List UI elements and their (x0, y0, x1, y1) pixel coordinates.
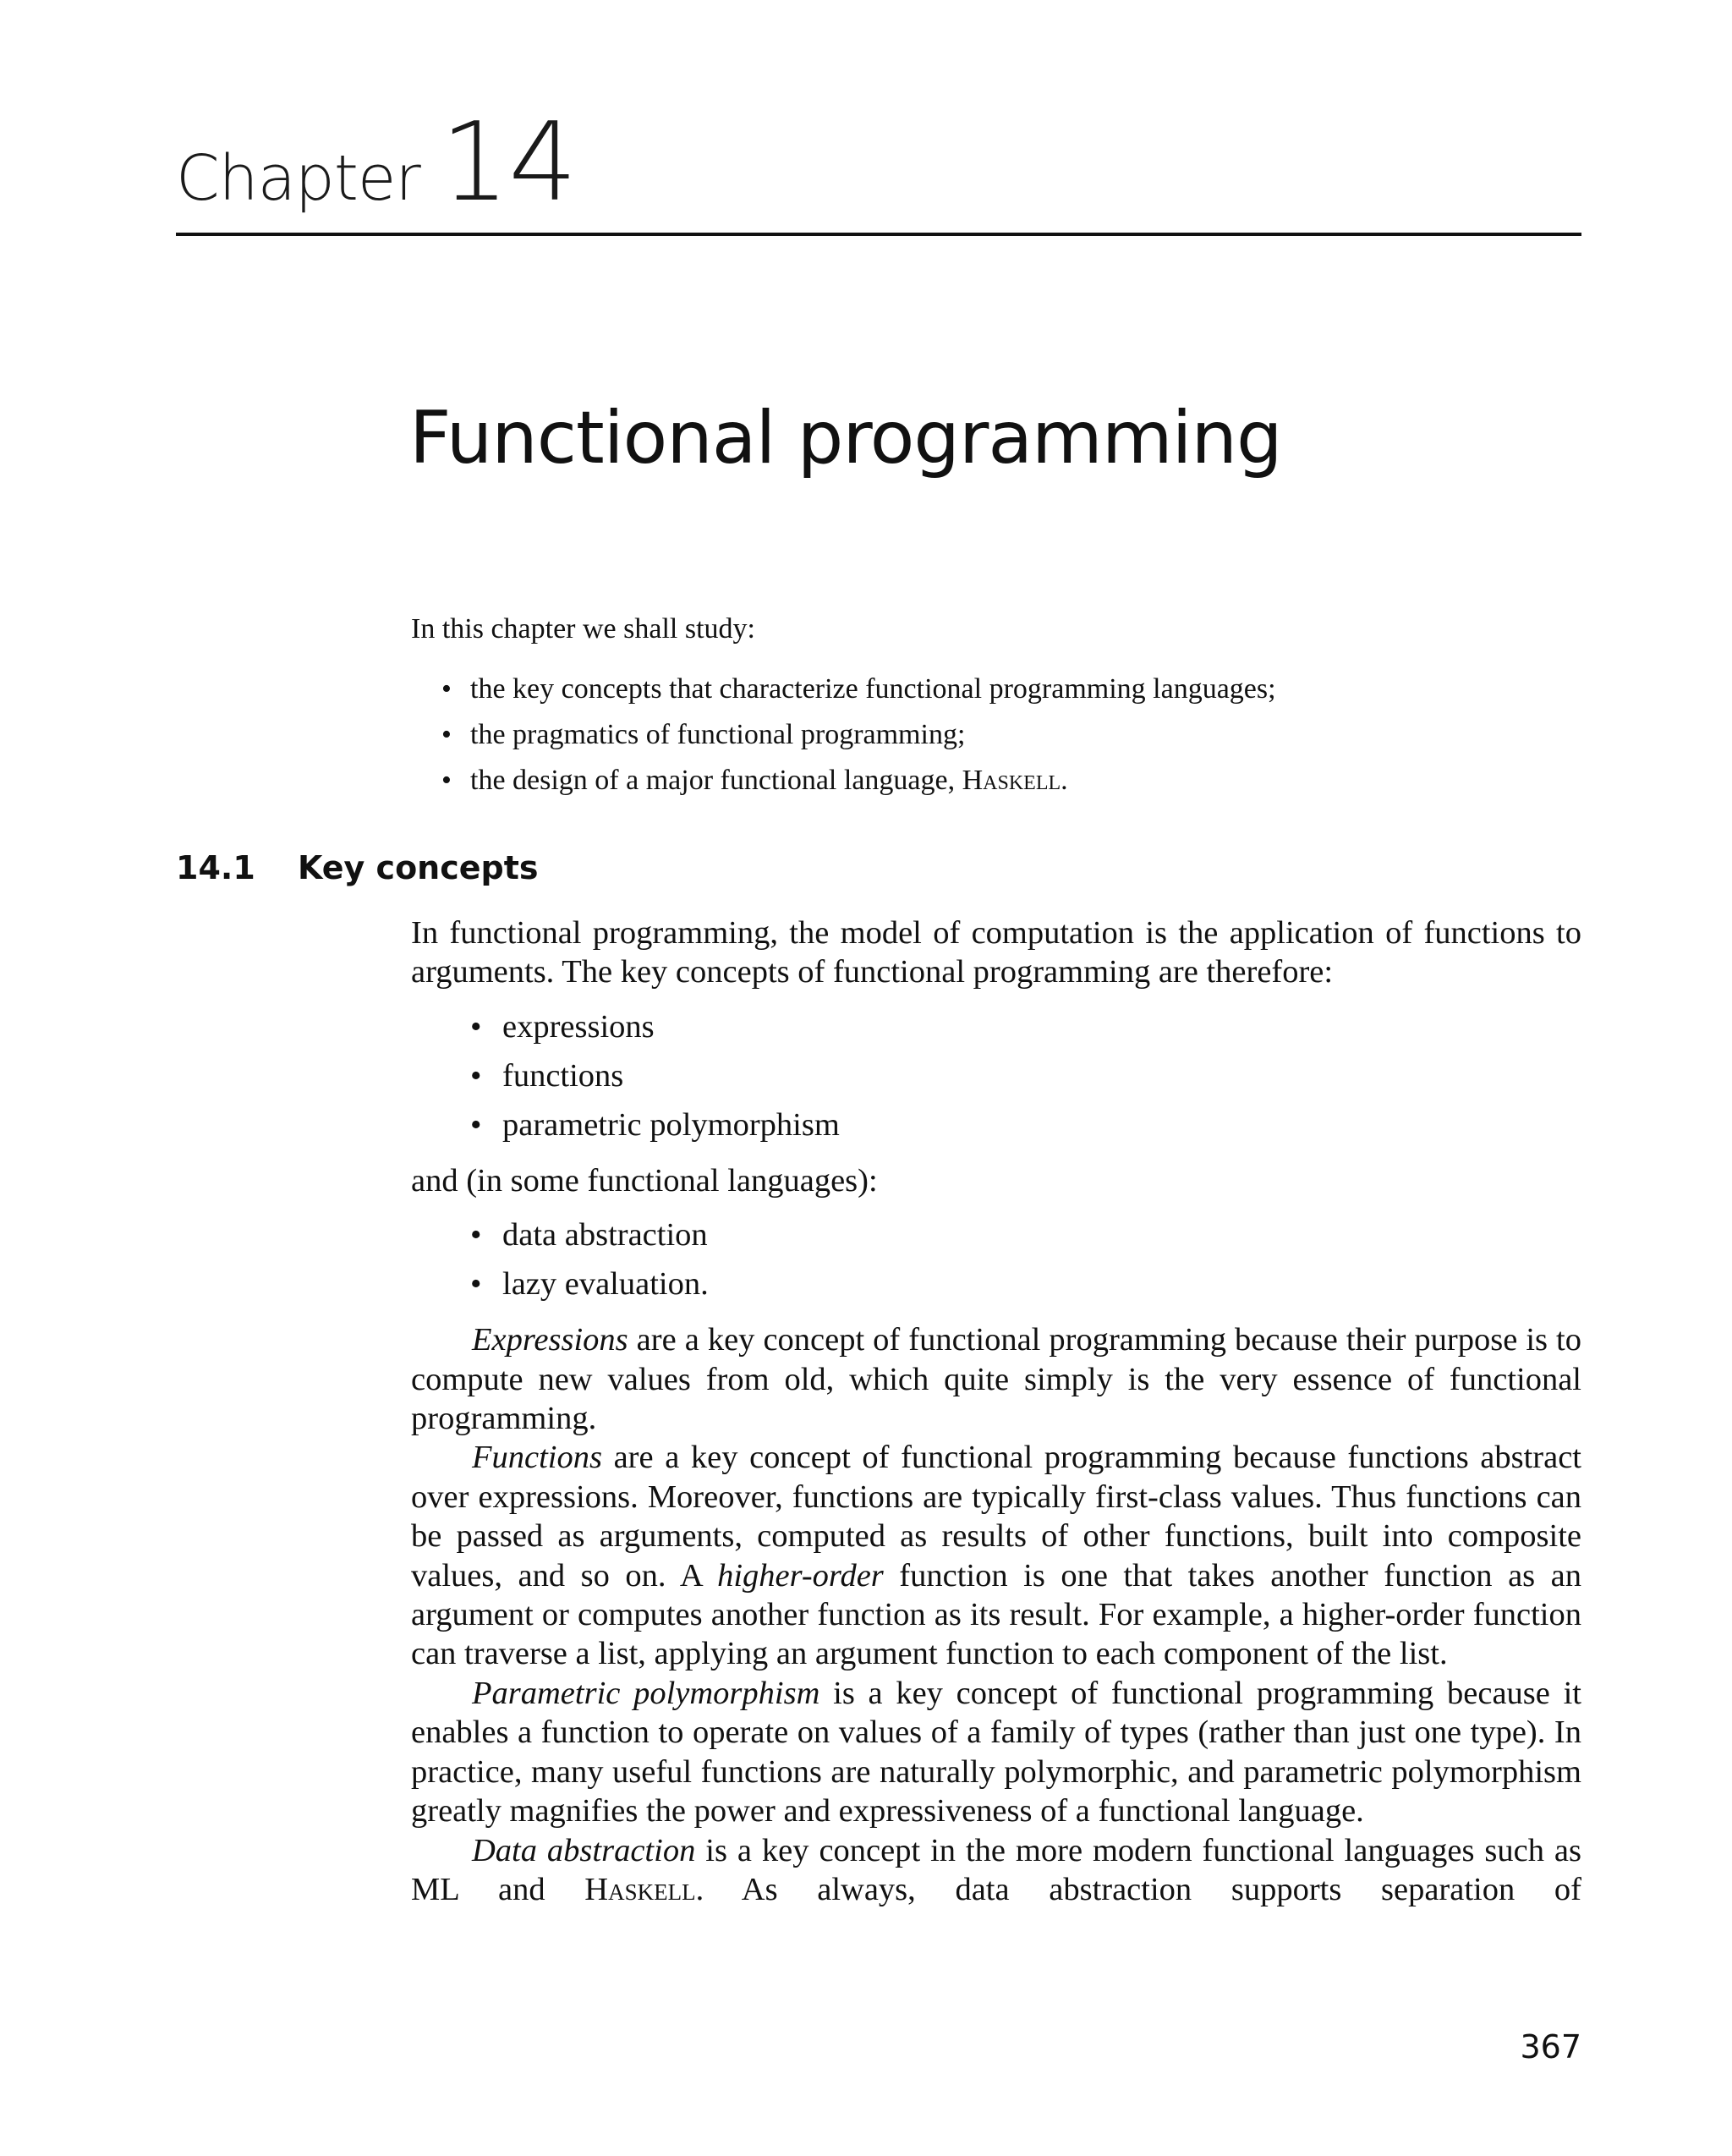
bullet-icon: • (470, 1008, 482, 1045)
bullet-icon: • (470, 1106, 482, 1143)
list-item: • parametric polymorphism (502, 1100, 1581, 1149)
paragraph-data-abstraction: Data abstraction is a key concept in the more modern functional languages such as ML and Haskell. As always, data abstraction supports separation of (411, 1832, 1581, 1907)
section-body (411, 913, 1581, 1909)
section-heading (176, 849, 539, 886)
paragraph-expressions: Expressions are a key concept of functional programming because their purpose is to compute new values from old, which quite simply is the very essence of functional programming. (411, 1322, 1581, 1437)
list-item: • functions (502, 1051, 1581, 1100)
concept-list (411, 1002, 1581, 1149)
paragraph: In functional programming, the model of computation is the application of functions to arguments. The key concepts of functional programming are therefore: (411, 915, 1581, 990)
bullet-icon: • (441, 673, 452, 705)
chapter-number: 14 (440, 100, 577, 226)
intro-item: • the design of a major functional language, Haskell. (470, 758, 1510, 804)
intro-lead: In this chapter we shall study: (411, 613, 755, 645)
bullet-icon: • (470, 1217, 482, 1254)
intro-list (411, 667, 1510, 804)
chapter-label: Chapter (176, 142, 420, 215)
section-title: Key concepts (298, 849, 539, 886)
paragraph-polymorphism: Parametric polymorphism is a key concept of functional programming because it enables a function to operate on values of a family of types (rather than just one type). In practice, many useful functions are naturally polymorphic, and parametric polymorphism greatly magnifies the power and expressiveness of a functional language. (411, 1675, 1581, 1830)
chapter-title: Functional programming (409, 396, 1282, 480)
bullet-icon: • (441, 719, 452, 750)
section-number: 14.1 (176, 849, 255, 886)
paragraph: and (in some functional languages): (411, 1162, 878, 1199)
chapter-rule (176, 233, 1581, 236)
extra-concept-list (411, 1210, 1581, 1308)
list-item: • expressions (502, 1002, 1581, 1051)
bullet-icon: • (441, 765, 452, 796)
list-item: • data abstraction (502, 1210, 1581, 1259)
bullet-icon: • (470, 1266, 482, 1303)
intro-item: • the pragmatics of functional programming; (470, 712, 1510, 758)
haskell-name: Haskell (962, 765, 1061, 796)
chapter-heading (176, 100, 577, 226)
haskell-name: Haskell (584, 1871, 696, 1907)
paragraph-functions: Functions are a key concept of functional programming because functions abstract over expressions. Moreover, functions are typically first-class values. Thus functions can be passed as arguments, computed as results of other functions, built into composite values, and so on. A higher-order function is one that takes another function as an argument or computes another function as its result. For example, a higher-order function can traverse a list, applying an argument function to each component of the list. (411, 1440, 1582, 1672)
bullet-icon: • (470, 1057, 482, 1094)
intro-item: • the key concepts that characterize functional programming languages; (470, 667, 1510, 712)
page-number: 367 (1520, 2028, 1581, 2065)
chapter-intro (411, 611, 1510, 804)
list-item: • lazy evaluation. (502, 1259, 1581, 1308)
